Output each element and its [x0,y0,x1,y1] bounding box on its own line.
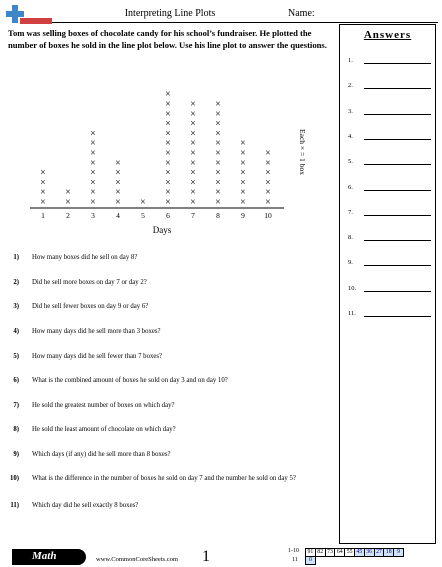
plot-x-mark: × [240,187,246,199]
answer-row [348,131,433,143]
plot-tick-label: 8 [216,211,220,220]
answer-number: 3. [348,107,353,115]
plot-x-mark: × [265,197,271,208]
plot-x-mark: × [240,148,246,159]
plot-x-mark: × [215,157,221,169]
question-number: 2) [13,279,19,286]
plot-x-mark: × [115,157,121,169]
answer-number: 9. [348,259,353,267]
name-label: Name: [288,8,315,19]
plot-tick-label: 6 [166,211,170,220]
plot-x-mark: × [115,167,121,179]
score-cell: 18 [385,549,392,555]
math-badge [12,549,86,565]
plot-x-mark: × [90,138,96,150]
answer-number: 1. [348,57,353,64]
plot-x-mark: × [190,148,196,159]
question-number: 8) [13,426,19,433]
plot-x-mark: × [190,157,196,169]
question-text: Did he sell more boxes on day 7 or day 2? [32,279,147,286]
score-cell: 45 [356,549,363,555]
plot-x-mark: × [240,157,246,169]
plot-x-mark: × [240,138,246,150]
plot-x-mark: × [215,138,221,150]
plot-tick-label: 3 [91,211,95,220]
plot-x-mark: × [165,108,171,120]
question-text: How many boxes did he sell on day 8? [32,254,138,261]
plot-x-mark: × [165,118,171,130]
math-badge-label: Math [32,550,57,562]
plot-x-mark: × [215,177,221,189]
plot-x-mark: × [65,187,71,199]
plot-x-mark: × [190,177,196,189]
score-row1-label: 1-10 [288,548,299,554]
plot-x-mark: × [90,157,96,169]
answer-row [348,283,433,295]
plot-x-mark: × [215,108,221,120]
plot-x-mark: × [265,177,271,189]
score-cell: 36 [366,549,373,555]
plot-x-mark: × [240,167,246,179]
plot-x-mark: × [190,187,196,199]
question-text: Which days (if any) did he sell more than 8 boxes? [32,451,171,458]
question-number: 9) [13,451,19,458]
plot-x-mark: × [140,197,146,208]
plot-x-mark: × [165,167,171,179]
plot-x-mark: × [165,157,171,169]
answer-number: 2. [348,82,353,90]
plot-x-label: Days [152,225,172,235]
plot-x-mark: × [265,157,271,169]
question-number: 5) [13,353,19,360]
answer-blank[interactable] [364,88,431,89]
plot-x-mark: × [190,118,196,130]
site-url: www.CommonCoreSheets.com [96,556,178,563]
score-cell: 9 [394,549,404,557]
plot-x-mark: × [215,167,221,179]
plot-x-mark: × [165,138,171,150]
plot-x-mark: × [90,197,96,208]
answer-row [348,308,433,320]
plot-x-mark: × [165,197,171,208]
score-cell: 55 [346,549,353,555]
answer-blank[interactable] [364,240,431,241]
answer-blank[interactable] [364,265,431,266]
plot-tick-label: 5 [141,211,145,220]
answer-row [348,207,433,219]
answer-number: 6. [348,183,353,191]
answers-title: Answers [363,29,412,41]
answer-blank[interactable] [364,215,431,216]
plot-x-mark: × [90,187,96,199]
question-number: 6) [13,377,19,384]
plot-x-mark: × [90,148,96,159]
plot-x-mark: × [40,177,46,189]
plot-tick-label: 9 [241,211,245,220]
question-number: 1) [13,254,19,261]
question-text: What is the difference in the number of boxes he sold on day 7 and the number he sold on day 5? [32,475,296,482]
plot-tick-label: 7 [191,211,195,220]
score-cell: 64 [336,549,343,555]
plot-x-mark: × [90,177,96,189]
answer-row [348,257,433,269]
plot-x-mark: × [40,167,46,179]
plot-x-mark: × [190,197,196,208]
plot-x-mark: × [165,177,171,189]
score-cell: 73 [327,549,333,555]
plot-x-mark: × [115,177,121,189]
question-number: 4) [13,328,19,335]
answer-blank[interactable] [364,291,431,292]
plot-x-mark: × [265,187,271,199]
question-number: 10) [9,475,19,482]
plot-tick-label: 2 [66,211,70,220]
question-text: He sold the greatest number of boxes on which day? [32,402,175,409]
answer-row [348,156,433,168]
score-table [305,548,404,565]
plot-tick-label: 4 [116,211,120,220]
plot-x-mark: × [165,148,171,159]
answer-number: 4. [348,132,353,140]
answer-blank[interactable] [364,114,431,115]
answer-blank[interactable] [364,190,431,191]
answer-blank[interactable] [364,63,431,64]
score-cell: 0 [306,557,316,565]
score-cell: 91 [307,549,314,555]
plot-x-mark: × [90,167,96,179]
answer-number: 8. [348,234,353,242]
question-text: What is the combined amount of boxes he sold on day 3 and on day 10? [32,377,228,384]
score-cell: 27 [376,549,382,555]
plot-x-mark: × [40,187,46,199]
plot-x-mark: × [165,128,171,140]
line-plot [0,80,338,240]
answer-number: 5. [348,158,353,166]
score-cell: 82 [317,549,324,555]
plot-x-mark: × [65,197,71,208]
answer-row [348,106,433,118]
plot-x-mark: × [190,108,196,120]
page-number: 1 [202,548,210,565]
plot-tick-label: 10 [264,211,272,220]
answer-row [348,55,433,67]
answer-number: 10. [348,284,357,292]
question-text: He sold the least amount of chocolate on which day? [32,426,176,433]
plot-x-mark: × [215,197,221,208]
answer-row [348,182,433,194]
question-number: 7) [13,402,19,409]
answer-blank[interactable] [364,139,431,140]
plot-x-mark: × [40,197,46,208]
plot-x-mark: × [215,99,221,110]
plot-x-mark: × [90,128,96,140]
plot-x-mark: × [190,138,196,150]
plot-x-mark: × [215,128,221,140]
question-number: 3) [13,303,19,310]
question-text: Did he sell fewer boxes on day 9 or day 6? [32,303,149,310]
plot-x-mark: × [165,187,171,199]
intro-text: Tom was selling boxes of chocolate candy for his school’s fundraiser. He plotted the number of boxes he sold in the line plot below. Use his line plot to answer the questions. [8,28,327,50]
plot-x-mark: × [240,197,246,208]
answer-blank[interactable] [364,316,431,317]
plot-x-mark: × [190,99,196,110]
plot-x-mark: × [165,99,171,110]
plot-x-mark: × [215,148,221,159]
plot-x-mark: × [115,187,121,199]
question-text: How many days did he sell fewer than 7 boxes? [32,353,163,360]
plot-x-mark: × [215,118,221,130]
plot-x-mark: × [190,128,196,140]
worksheet-title: Interpreting Line Plots [124,8,216,19]
question-text: Which day did he sell exactly 8 boxes? [32,502,139,509]
question-number: 11) [10,502,19,509]
plot-x-mark: × [265,148,271,159]
plot-x-mark: × [115,197,121,208]
plot-x-mark: × [190,167,196,179]
answer-row [348,80,433,92]
answer-blank[interactable] [364,164,431,165]
answer-number: 7. [348,208,353,216]
plot-key: Each × = 1 box [298,129,307,175]
plot-x-mark: × [215,187,221,199]
header-rule [52,22,438,23]
plot-x-mark: × [265,167,271,179]
score-row2-label: 11 [292,557,298,563]
plot-tick-label: 1 [41,211,45,220]
plot-x-mark: × [165,89,171,101]
answer-row [348,232,433,244]
plot-x-mark: × [240,177,246,189]
answer-number: 11. [348,310,356,317]
answers-panel [339,24,436,544]
question-text: How many days did he sell more than 3 boxes? [32,328,161,335]
